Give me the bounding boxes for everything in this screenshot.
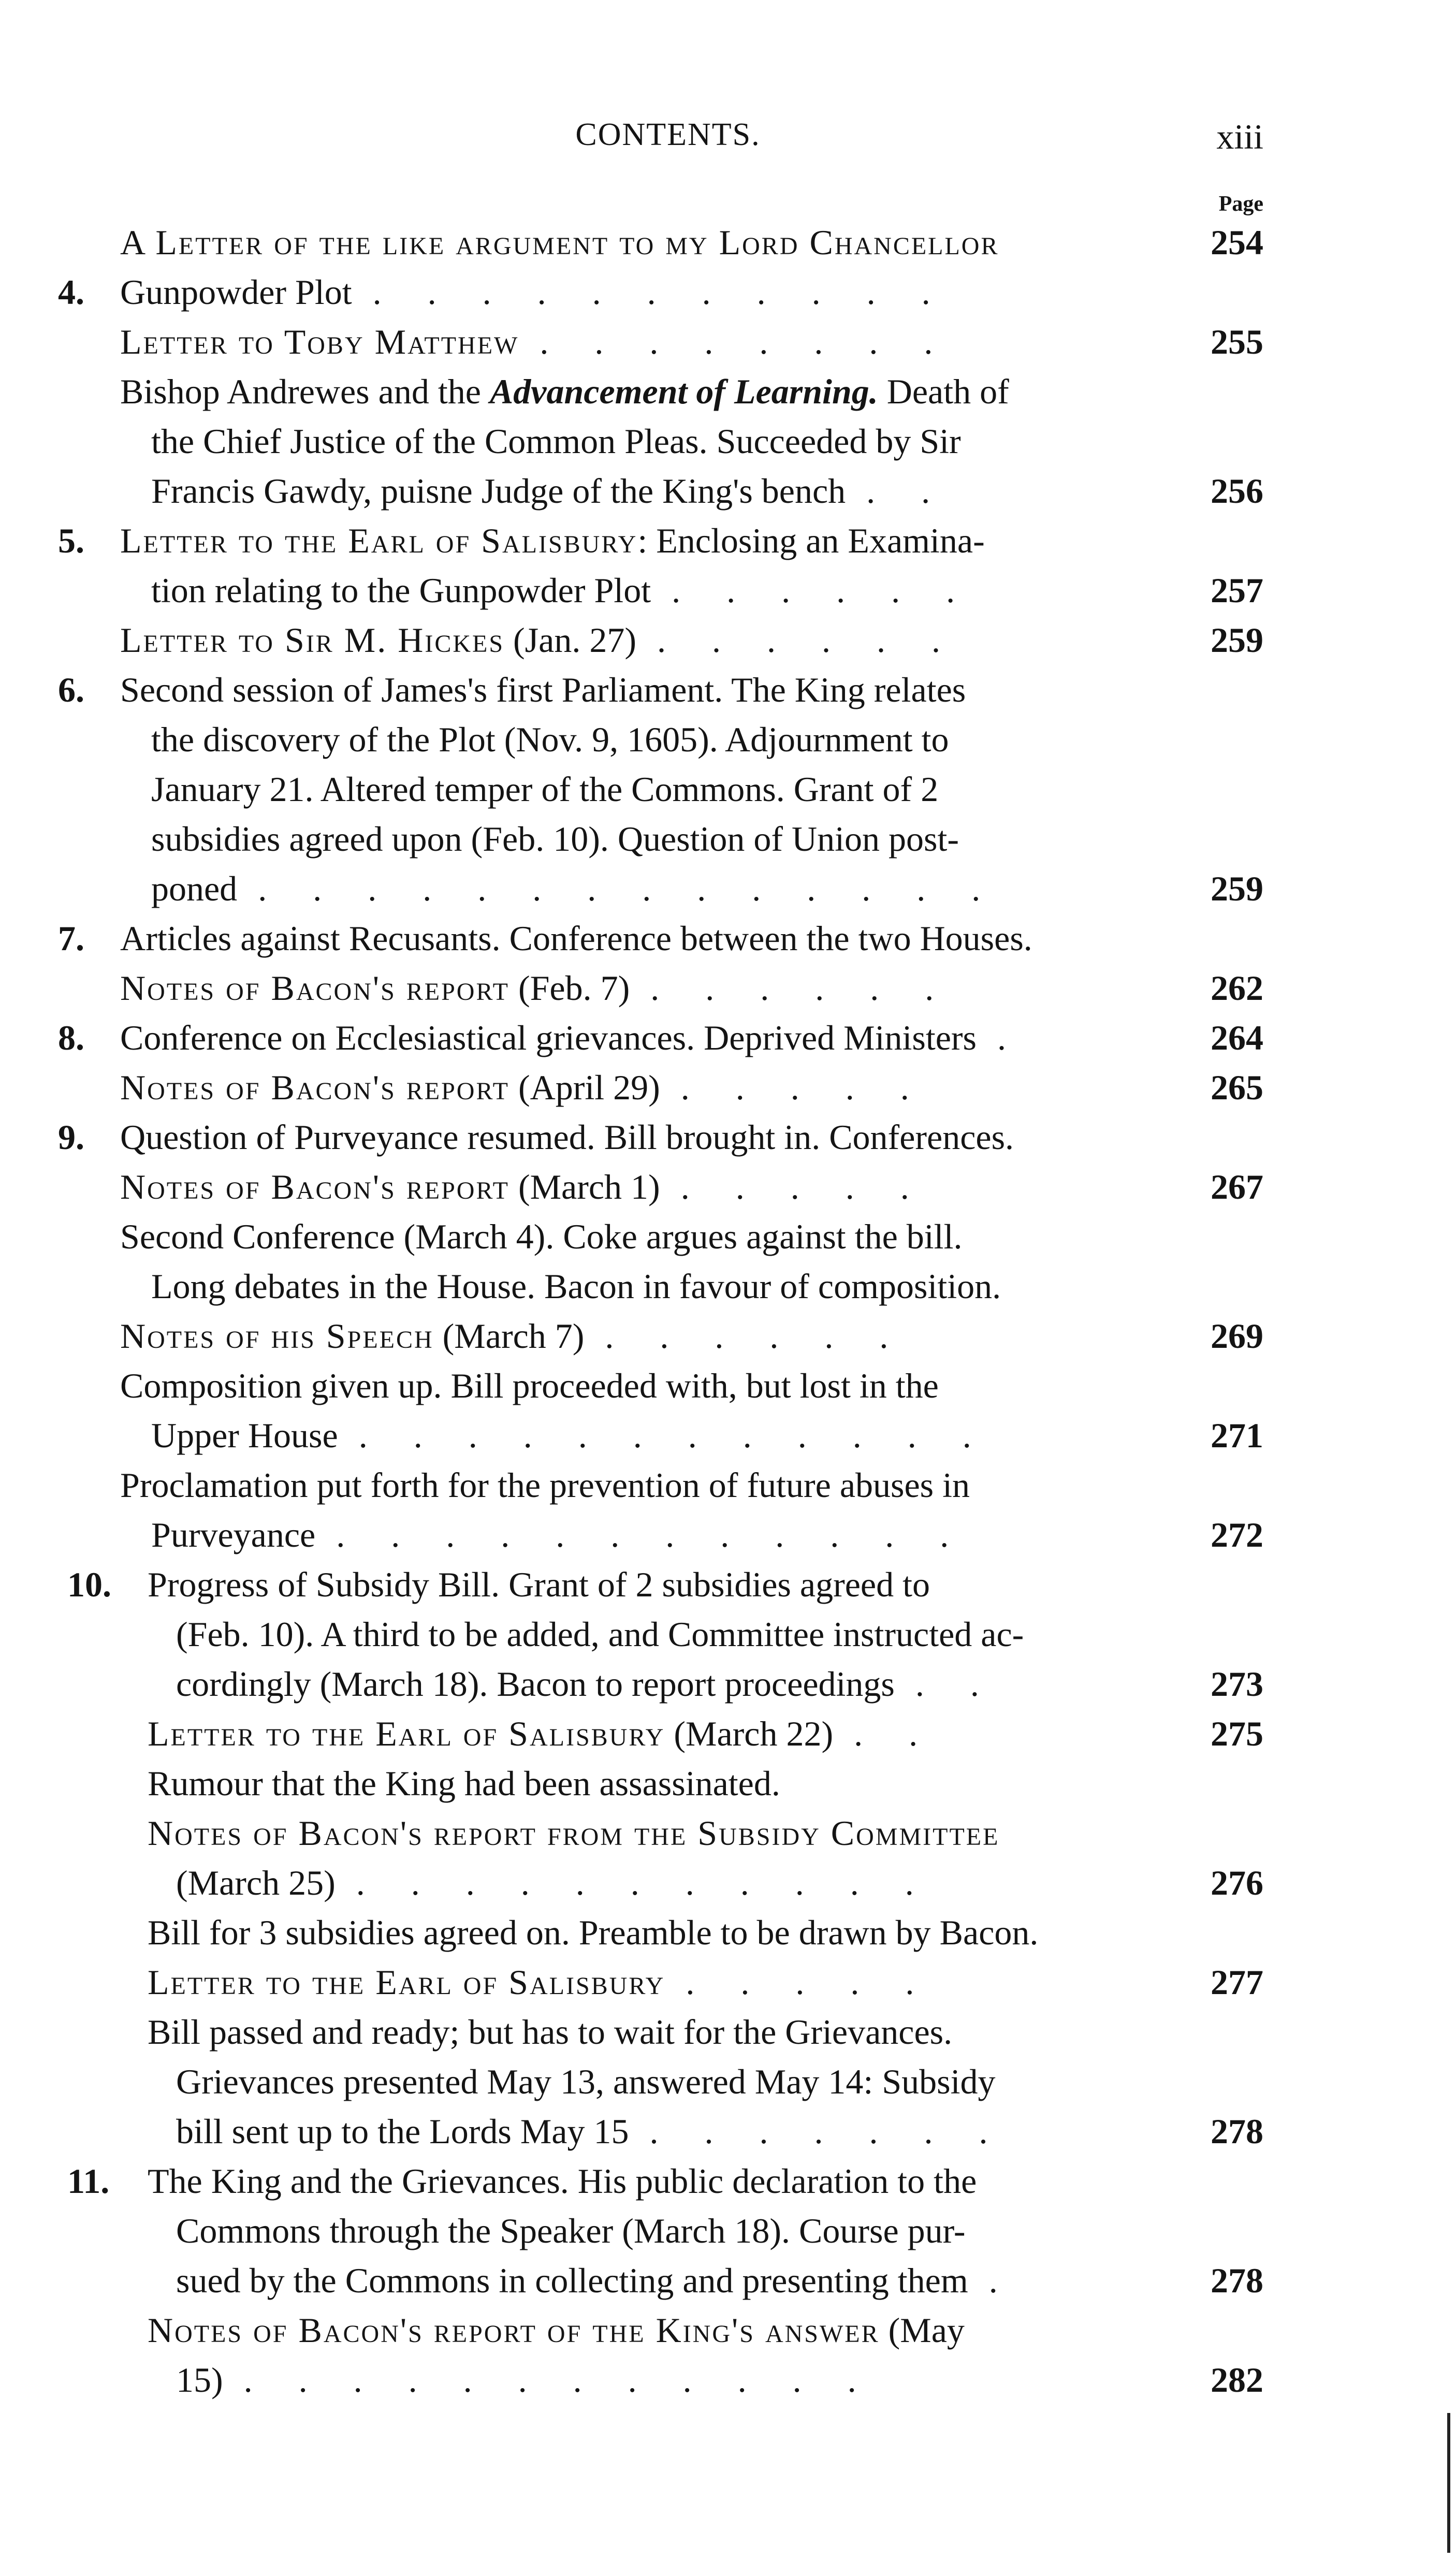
section-number: 9. bbox=[58, 1117, 84, 1157]
entry-phrase: Upper House bbox=[151, 1416, 338, 1455]
entry-text bbox=[176, 1659, 998, 1709]
entry-phrase: Purveyance bbox=[151, 1515, 316, 1554]
entry-text bbox=[151, 764, 938, 814]
page-number: 275 bbox=[1211, 1714, 1263, 1753]
toc-entry bbox=[0, 864, 1456, 913]
dot-leader: . . . . . . . . . . . bbox=[372, 272, 949, 312]
entry-text bbox=[148, 1560, 930, 1609]
page-number: 269 bbox=[1211, 1316, 1263, 1356]
entry-phrase: (March 22) bbox=[665, 1714, 834, 1753]
folio-number: xiii bbox=[1216, 117, 1263, 156]
entry-text bbox=[176, 1858, 933, 1908]
toc-entry bbox=[0, 2256, 1456, 2305]
page-number: 278 bbox=[1211, 2261, 1263, 2300]
entry-phrase: subsidies agreed upon (Feb. 10). Question of Union post- bbox=[151, 819, 959, 859]
page-edge-rule bbox=[1447, 2413, 1450, 2553]
entry-text bbox=[151, 715, 949, 764]
small-caps-title: Notes of his Speech bbox=[120, 1316, 434, 1356]
small-caps-title: Letter to the Earl of Salisbury bbox=[148, 1962, 665, 2002]
entry-text bbox=[148, 1808, 999, 1858]
entry-text bbox=[151, 1261, 1001, 1311]
page-number: 277 bbox=[1211, 1962, 1263, 2002]
dot-leader: . . bbox=[866, 471, 949, 511]
entry-phrase: the discovery of the Plot (Nov. 9, 1605). Adjournment to bbox=[151, 720, 949, 759]
entry-phrase: (Jan. 27) bbox=[504, 620, 636, 660]
entry-phrase: (Feb. 10). A third to be added, and Committee instructed ac- bbox=[176, 1615, 1024, 1654]
small-caps-title: Notes of Bacon's report bbox=[120, 968, 509, 1008]
entry-text bbox=[120, 1361, 939, 1411]
entry-phrase: Proclamation put forth for the prevention of future abuses in bbox=[120, 1465, 970, 1505]
entry-text bbox=[151, 814, 959, 864]
entry-phrase: Question of Purveyance resumed. Bill brought in. Conferences. bbox=[120, 1117, 1014, 1157]
entry-text bbox=[148, 1709, 936, 1758]
page-number: 262 bbox=[1211, 968, 1263, 1008]
section-number: 11. bbox=[67, 2161, 110, 2201]
toc-entry bbox=[0, 1411, 1456, 1460]
page-column-label: Page bbox=[1218, 192, 1263, 216]
entry-text bbox=[148, 1908, 1038, 1957]
toc-entry bbox=[0, 1659, 1456, 1709]
entry-phrase: Gunpowder Plot bbox=[120, 272, 352, 312]
page-number: 278 bbox=[1211, 2112, 1263, 2151]
entry-text bbox=[120, 367, 1009, 416]
small-caps-title: Notes of Bacon's report of the King's answer bbox=[148, 2310, 880, 2350]
dot-leader: . . . . . bbox=[680, 1068, 928, 1107]
entry-phrase: bill sent up to the Lords May 15 bbox=[176, 2112, 629, 2151]
entry-text bbox=[176, 2057, 996, 2106]
toc-entry bbox=[0, 367, 1456, 416]
toc-entry bbox=[0, 2156, 1456, 2206]
entry-phrase: Progress of Subsidy Bill. Grant of 2 subsidies agreed to bbox=[148, 1565, 930, 1604]
section-number: 5. bbox=[58, 521, 84, 560]
toc-entry bbox=[0, 615, 1456, 665]
entry-text bbox=[176, 2106, 1006, 2156]
dot-leader: . . . . . . bbox=[672, 571, 974, 610]
italic-title: Advancement of Learning. bbox=[489, 372, 878, 411]
page-number: 276 bbox=[1211, 1863, 1263, 1902]
toc-entry bbox=[0, 2206, 1456, 2256]
toc-entry bbox=[0, 1063, 1456, 1112]
page-number: 273 bbox=[1211, 1664, 1263, 1704]
entry-phrase: the Chief Justice of the Common Pleas. Succeeded by Sir bbox=[151, 421, 961, 461]
page-number: 259 bbox=[1211, 869, 1263, 908]
toc-entry bbox=[0, 1162, 1456, 1212]
page-number: 264 bbox=[1211, 1018, 1263, 1057]
entry-text bbox=[120, 267, 949, 317]
small-caps-title: Notes of Bacon's report bbox=[120, 1167, 509, 1206]
section-number: 7. bbox=[58, 919, 84, 958]
entry-text bbox=[176, 1609, 1024, 1659]
entry-text bbox=[151, 1510, 967, 1560]
entry-text bbox=[120, 913, 1032, 963]
small-caps-title: Notes of Bacon's report bbox=[120, 1068, 509, 1107]
dot-leader: . . . . . . bbox=[657, 620, 959, 660]
toc-entry bbox=[0, 2106, 1456, 2156]
toc-entry bbox=[0, 1957, 1456, 2007]
dot-leader: . . . . . . . . bbox=[540, 322, 952, 361]
entry-text bbox=[176, 2256, 1016, 2305]
entry-phrase: Francis Gawdy, puisne Judge of the King's bench bbox=[151, 471, 846, 511]
page-number: 272 bbox=[1211, 1515, 1263, 1554]
entry-text bbox=[120, 317, 951, 367]
dot-leader: . . . . . . . . . . . bbox=[356, 1863, 933, 1902]
toc-entry bbox=[0, 1361, 1456, 1411]
entry-text bbox=[120, 615, 959, 665]
entry-text bbox=[151, 565, 973, 615]
entry-text bbox=[148, 2156, 977, 2206]
toc-entry bbox=[0, 516, 1456, 565]
page-number: 265 bbox=[1211, 1068, 1263, 1107]
entry-phrase: Bill for 3 subsidies agreed on. Preamble to be drawn by Bacon. bbox=[148, 1913, 1039, 1952]
toc-entry bbox=[0, 1261, 1456, 1311]
entry-phrase: sued by the Commons in collecting and presenting them bbox=[176, 2261, 968, 2300]
entry-text bbox=[120, 1212, 962, 1261]
entry-phrase: poned bbox=[151, 869, 238, 908]
dot-leader: . . . . . . . bbox=[649, 2112, 1007, 2151]
dot-leader: . . . . . . bbox=[605, 1316, 907, 1356]
toc-entry bbox=[0, 963, 1456, 1013]
entry-phrase: January 21. Altered temper of the Commons. Grant of 2 bbox=[151, 769, 939, 809]
entry-phrase: Conference on Ecclesiastical grievances. Deprived Ministers bbox=[120, 1018, 977, 1057]
entry-text bbox=[151, 466, 949, 516]
entry-text bbox=[176, 2355, 875, 2405]
entry-text bbox=[120, 1063, 928, 1112]
toc-entry bbox=[0, 1709, 1456, 1758]
small-caps-title: Notes of Bacon's report from the Subsidy Committee bbox=[148, 1813, 1000, 1853]
toc-entry bbox=[0, 1311, 1456, 1361]
toc-entry bbox=[0, 416, 1456, 466]
entry-text bbox=[120, 963, 952, 1013]
entry-phrase: Bill passed and ready; but has to wait for the Grievances. bbox=[148, 2012, 953, 2052]
toc-entry bbox=[0, 565, 1456, 615]
dot-leader: . . . . . bbox=[680, 1167, 928, 1206]
small-caps-title: A Letter of the like argument to my Lord Chancellor bbox=[120, 223, 999, 262]
toc-entry bbox=[0, 2057, 1456, 2106]
entry-phrase: 15) bbox=[176, 2360, 223, 2400]
entry-text bbox=[151, 1411, 990, 1460]
entry-text bbox=[176, 2206, 966, 2256]
running-title: CONTENTS. bbox=[575, 117, 761, 152]
page-number: 256 bbox=[1211, 471, 1263, 511]
page-number: 254 bbox=[1211, 223, 1263, 262]
entry-phrase: Death of bbox=[878, 372, 1009, 411]
toc-entry bbox=[0, 1460, 1456, 1510]
small-caps-title: Letter to Toby Matthew bbox=[120, 322, 519, 361]
page-number: 259 bbox=[1211, 620, 1263, 660]
dot-leader: . . bbox=[915, 1664, 998, 1704]
section-number: 10. bbox=[67, 1565, 111, 1604]
entry-phrase: Second session of James's first Parliament. The King relates bbox=[120, 670, 966, 709]
entry-text bbox=[148, 1957, 933, 2007]
entry-text bbox=[120, 1162, 928, 1212]
toc-entry bbox=[0, 217, 1456, 267]
toc-entry bbox=[0, 1510, 1456, 1560]
toc-entry bbox=[0, 267, 1456, 317]
entry-phrase: (Feb. 7) bbox=[509, 968, 630, 1008]
entry-phrase: Articles against Recusants. Conference between the two Houses. bbox=[120, 919, 1032, 958]
entry-text bbox=[151, 864, 999, 913]
entry-text bbox=[120, 665, 966, 715]
entry-phrase: (April 29) bbox=[509, 1068, 660, 1107]
toc-entry bbox=[0, 1858, 1456, 1908]
entry-phrase: Rumour that the King had been assassinated. bbox=[148, 1764, 780, 1803]
toc-entry bbox=[0, 2007, 1456, 2057]
page-number: 282 bbox=[1211, 2360, 1263, 2400]
page-number: 271 bbox=[1211, 1416, 1263, 1455]
toc-entry bbox=[0, 2305, 1456, 2355]
toc-entry bbox=[0, 715, 1456, 764]
entry-phrase: Commons through the Speaker (March 18). Course pur- bbox=[176, 2211, 966, 2250]
entry-text bbox=[148, 2007, 952, 2057]
small-caps-title: Letter to the Earl of Salisbury bbox=[120, 521, 638, 560]
dot-leader: . bbox=[988, 2261, 1016, 2300]
toc-entry bbox=[0, 317, 1456, 367]
section-number: 4. bbox=[58, 272, 84, 312]
dot-leader: . bbox=[997, 1018, 1025, 1057]
entry-phrase: Grievances presented May 13, answered May 14: Subsidy bbox=[176, 2062, 996, 2101]
toc-entry bbox=[0, 1908, 1456, 1957]
dot-leader: . . . . . . . . . . . . bbox=[336, 1515, 968, 1554]
section-number: 6. bbox=[58, 670, 84, 709]
dot-leader: . . . . . . bbox=[650, 968, 953, 1008]
small-caps-title: Letter to the Earl of Salisbury bbox=[148, 1714, 665, 1753]
entry-phrase: (March 7) bbox=[433, 1316, 585, 1356]
entry-phrase: tion relating to the Gunpowder Plot bbox=[151, 571, 651, 610]
entry-text bbox=[120, 1013, 1025, 1063]
toc-entry bbox=[0, 1212, 1456, 1261]
entry-phrase: Bishop Andrewes and the bbox=[120, 372, 490, 411]
page-number: 267 bbox=[1211, 1167, 1263, 1206]
toc-entry bbox=[0, 1609, 1456, 1659]
toc-entry bbox=[0, 814, 1456, 864]
page-number: 257 bbox=[1211, 571, 1263, 610]
dot-leader: . . . . . . . . . . . . bbox=[243, 2360, 875, 2400]
toc-entry bbox=[0, 466, 1456, 516]
dot-leader: . . bbox=[854, 1714, 937, 1753]
entry-phrase: (March 1) bbox=[509, 1167, 660, 1206]
entry-phrase: (March 25) bbox=[176, 1863, 336, 1902]
entry-text bbox=[120, 1460, 970, 1510]
page-number: 255 bbox=[1211, 322, 1263, 361]
toc-entry bbox=[0, 1758, 1456, 1808]
entry-phrase: (May bbox=[879, 2310, 965, 2350]
toc-entry bbox=[0, 2355, 1456, 2405]
entry-phrase: Long debates in the House. Bacon in favour of composition. bbox=[151, 1267, 1001, 1306]
entry-phrase: : Enclosing an Examina- bbox=[637, 521, 985, 560]
entry-phrase: Second Conference (March 4). Coke argues against the bill. bbox=[120, 1217, 963, 1256]
entry-phrase: cordingly (March 18). Bacon to report proceedings bbox=[176, 1664, 895, 1704]
entry-text bbox=[148, 2305, 965, 2355]
entry-text bbox=[148, 1758, 780, 1808]
entry-text bbox=[120, 516, 985, 565]
entry-text bbox=[120, 1311, 907, 1361]
dot-leader: . . . . . bbox=[686, 1962, 933, 2002]
dot-leader: . . . . . . . . . . . . bbox=[358, 1416, 990, 1455]
dot-leader: . . . . . . . . . . . . . . bbox=[258, 869, 999, 908]
toc-entry bbox=[0, 913, 1456, 963]
small-caps-title: Letter to Sir M. Hickes bbox=[120, 620, 505, 660]
toc-entry bbox=[0, 1560, 1456, 1609]
entry-text bbox=[151, 416, 961, 466]
entry-phrase: Composition given up. Bill proceeded with, but lost in the bbox=[120, 1366, 939, 1405]
toc-entry bbox=[0, 764, 1456, 814]
toc-entry bbox=[0, 1112, 1456, 1162]
entry-text bbox=[120, 1112, 1014, 1162]
entry-text bbox=[120, 217, 999, 267]
section-number: 8. bbox=[58, 1018, 84, 1057]
toc-entry bbox=[0, 1808, 1456, 1858]
running-head bbox=[0, 117, 1456, 168]
toc-entry bbox=[0, 665, 1456, 715]
entry-phrase: The King and the Grievances. His public declaration to the bbox=[148, 2161, 977, 2201]
toc-entry bbox=[0, 1013, 1456, 1063]
